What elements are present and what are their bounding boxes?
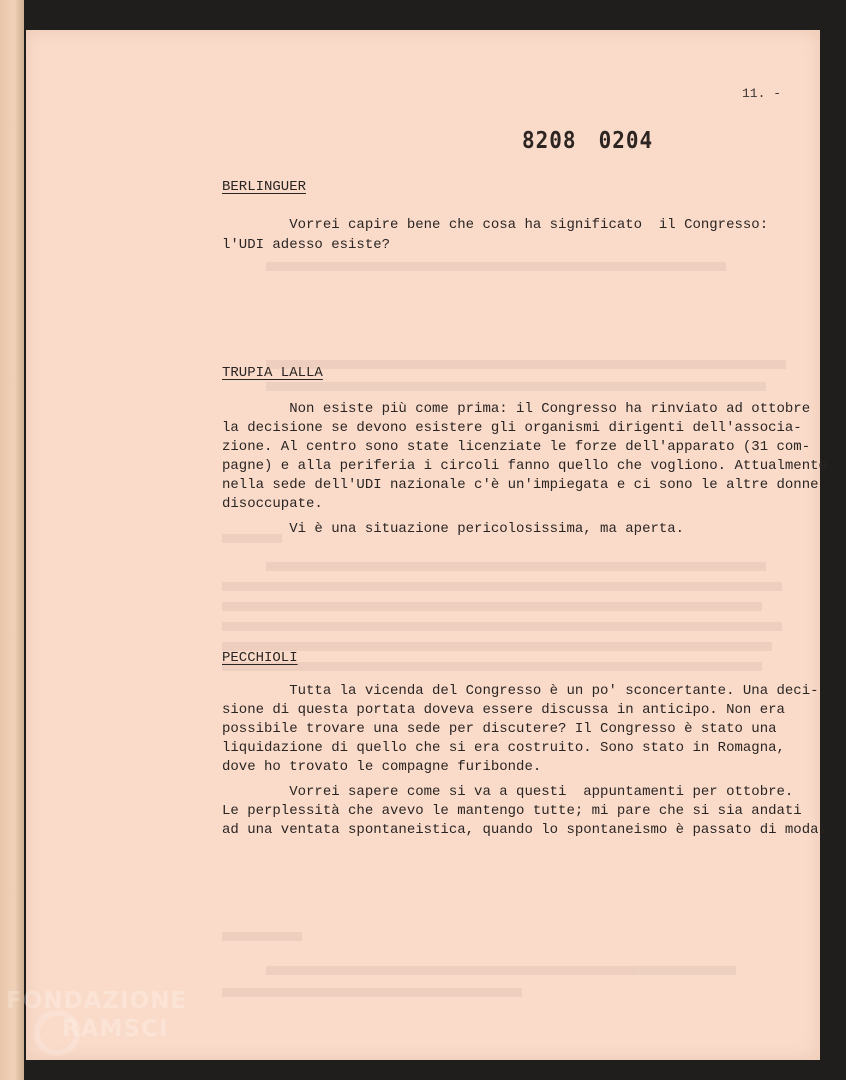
- paragraph-line: Le perplessità che avevo le mantengo tutte; mi pare che si sia andati: [222, 803, 802, 819]
- paragraph-line: sione di questa portata doveva essere discussa in anticipo. Non era: [222, 702, 785, 718]
- paragraph-line: dove ho trovato le compagne furibonde.: [222, 759, 542, 775]
- paragraph-line: Vi è una situazione pericolosissima, ma aperta.: [222, 521, 685, 537]
- paragraph-line: la decisione se devono esistere gli organismi dirigenti dell'associa-: [222, 420, 802, 436]
- paragraph-line: zione. Al centro sono state licenziate le forze dell'apparato (31 com-: [222, 439, 811, 455]
- paragraph-line: pagne) e alla periferia i circoli fanno quello che vogliono. Attualmente: [222, 458, 827, 474]
- paragraph-line: Non esiste più come prima: il Congresso ha rinviato ad ottobre: [222, 401, 811, 417]
- page-number: 11. -: [742, 86, 782, 101]
- logo-line-2: RAMSCI: [62, 1016, 169, 1042]
- paragraph-line: nella sede dell'UDI nazionale c'è un'impiegata e ci sono le altre donne: [222, 477, 819, 493]
- logo-line-1: FONDAZIONE: [6, 988, 188, 1014]
- document-page: [26, 30, 827, 1060]
- speaker-trupia-lalla: TRUPIA LALLA: [222, 365, 323, 381]
- paragraph-line: ad una ventata spontaneistica, quando lo spontaneismo è passato di moda.: [222, 822, 827, 838]
- paragraph-line: Vorrei capire bene che cosa ha significato il Congresso:: [222, 217, 769, 233]
- paragraph-line: l'UDI adesso esiste?: [222, 237, 391, 253]
- adjacent-page-edge: [0, 0, 24, 1080]
- paragraph-line: Vorrei sapere come si va a questi appuntamenti per ottobre.: [222, 784, 794, 800]
- paragraph-line: disoccupate.: [222, 496, 323, 512]
- speaker-berlinguer: BERLINGUER: [222, 179, 307, 195]
- fondazione-gramsci-watermark-logo: [6, 988, 226, 1068]
- paragraph-line: possibile trovare una sede per discutere? Il Congresso è stato una: [222, 721, 777, 737]
- archive-stamp-number: [522, 127, 675, 154]
- reverse-side-bleed: [26, 30, 820, 1060]
- paragraph-line: Tutta la vicenda del Congresso è un po' sconcertante. Una deci-: [222, 683, 819, 699]
- stamp-part-2: 0204: [598, 126, 654, 154]
- speaker-pecchioli: PECCHIOLI: [222, 650, 298, 666]
- stamp-part-1: 8208: [522, 126, 577, 154]
- paragraph-line: liquidazione di quello che si era costruito. Sono stato in Romagna,: [222, 740, 785, 756]
